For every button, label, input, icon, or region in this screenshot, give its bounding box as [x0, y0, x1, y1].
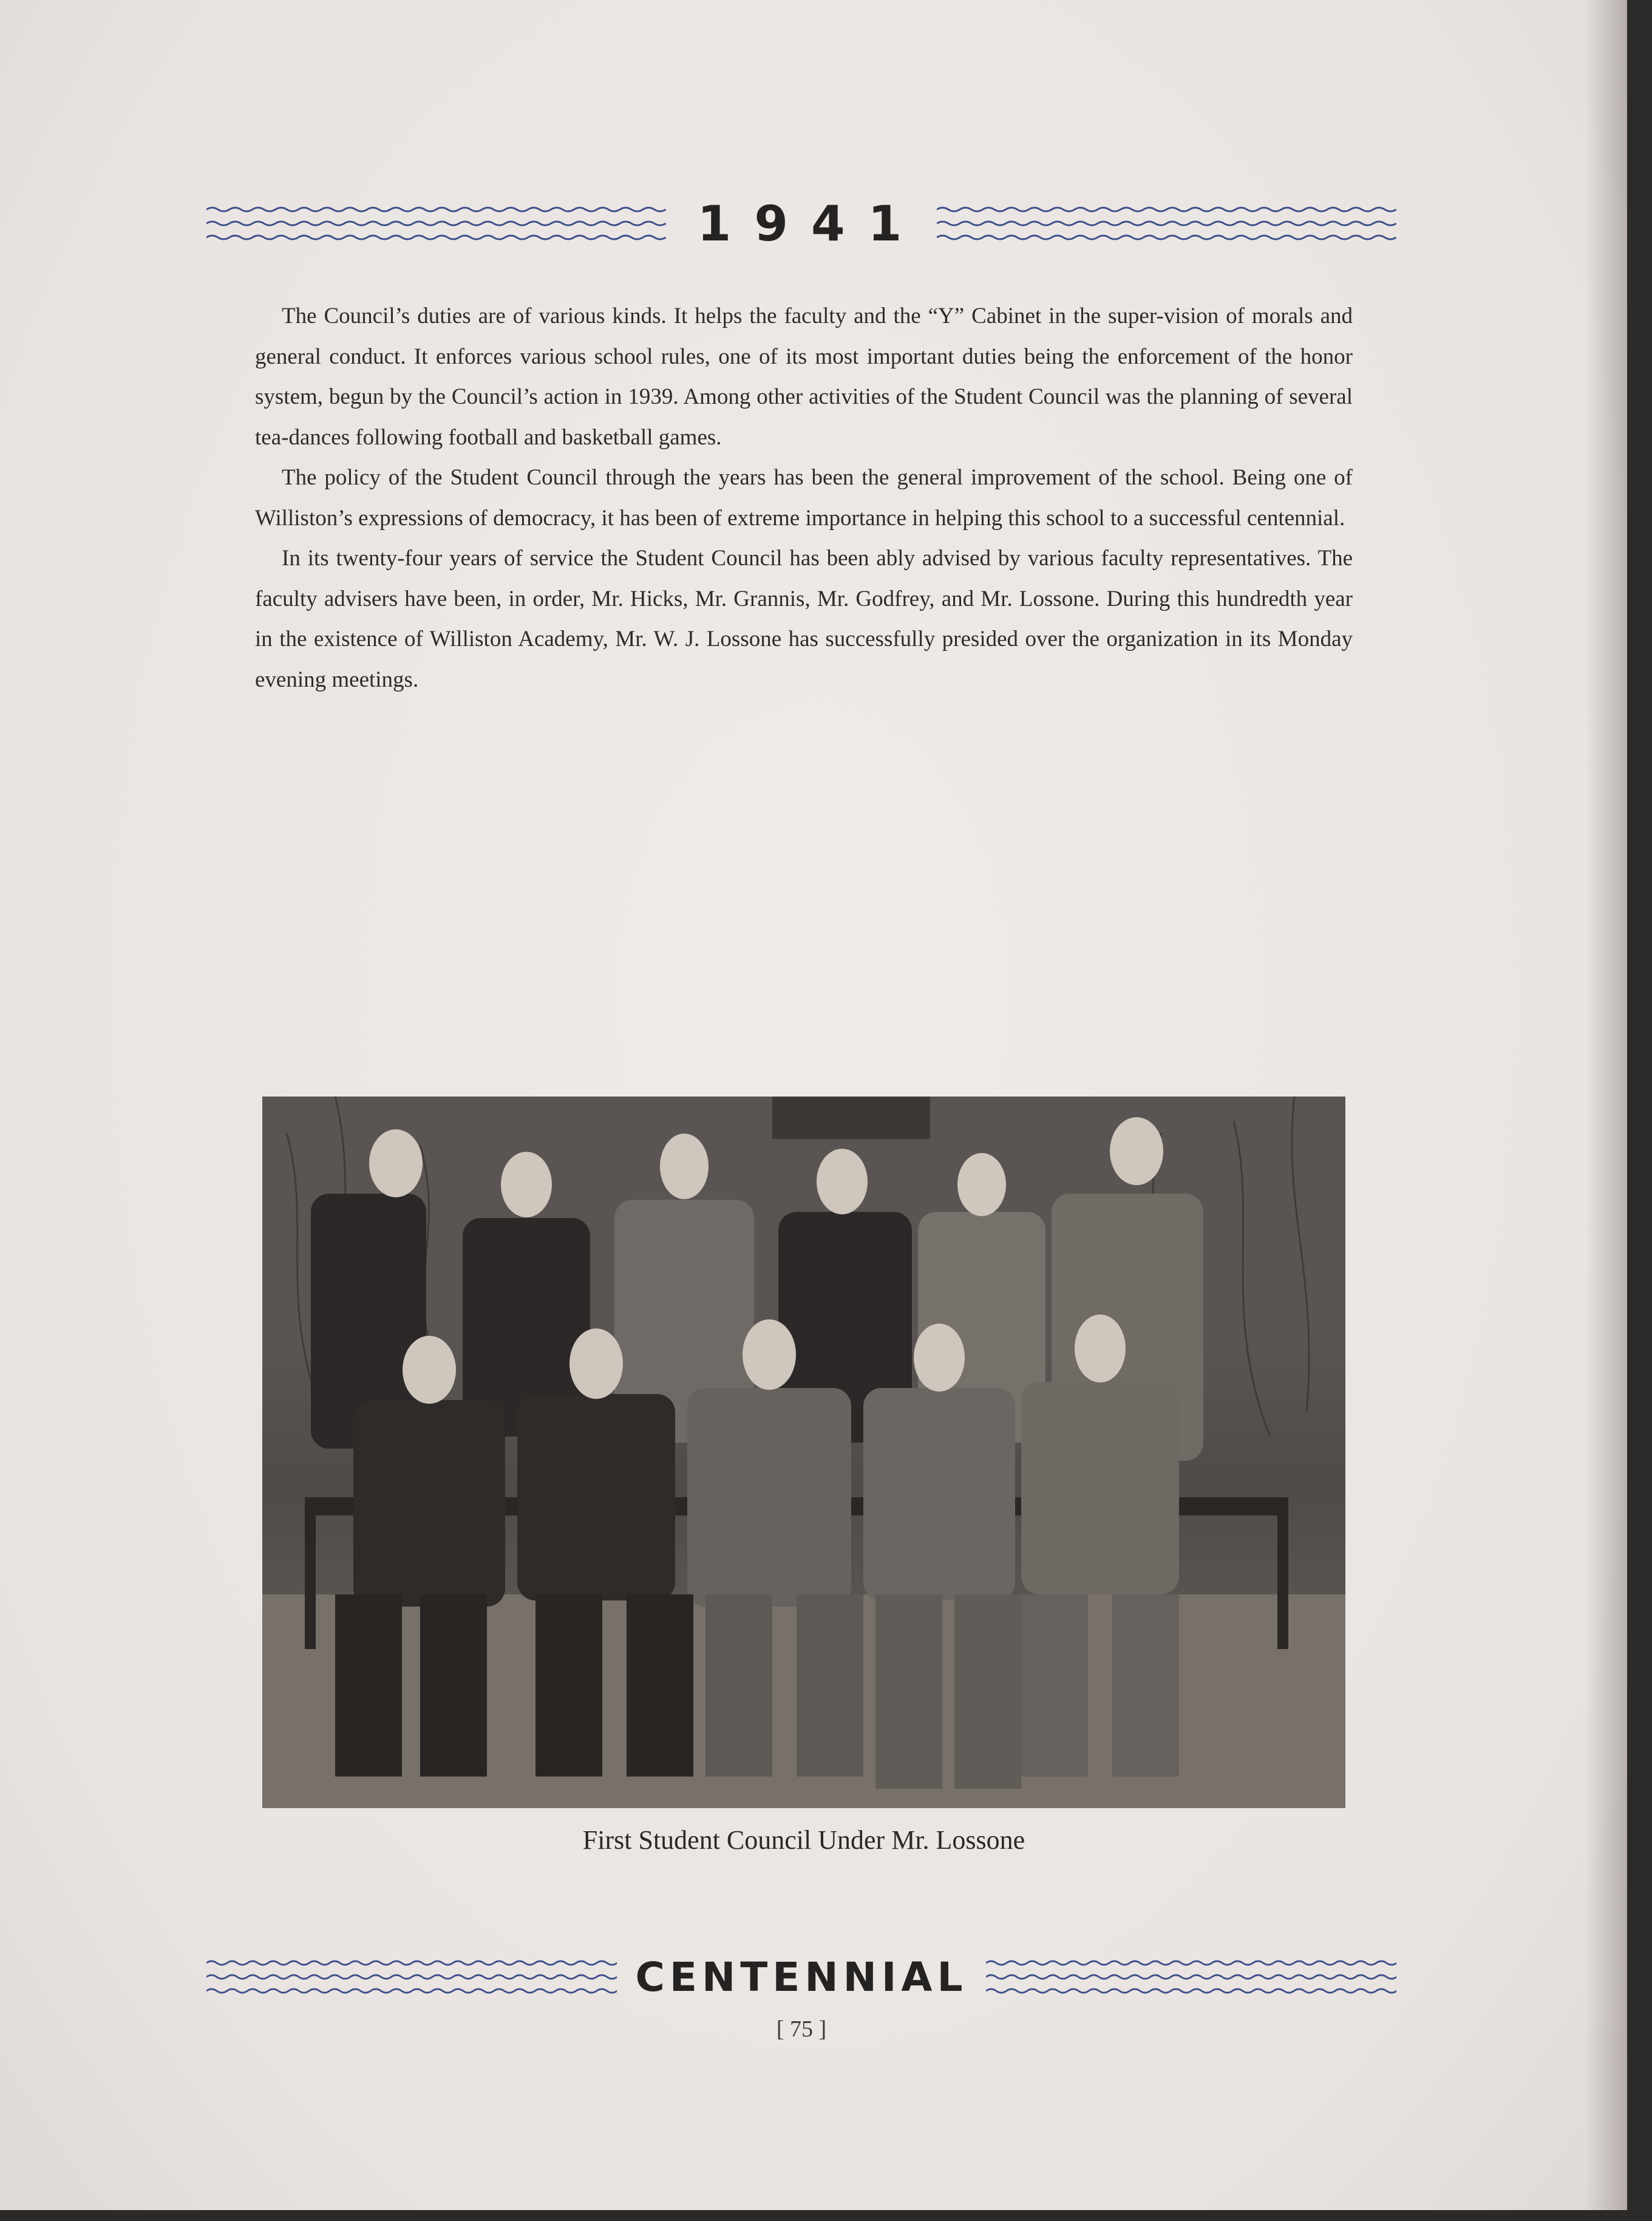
wave-line	[937, 208, 1396, 211]
wave-line	[206, 222, 666, 225]
wave-line	[206, 236, 666, 239]
group-photo	[262, 1097, 1345, 1808]
header-rule	[206, 193, 1396, 254]
wave-line	[206, 1989, 617, 1993]
group-photo-image	[262, 1097, 1345, 1808]
wave-line	[986, 1961, 1396, 1965]
wave-ornament-left	[206, 1956, 617, 1998]
wave-line	[937, 222, 1396, 225]
wave-ornament-right	[937, 202, 1396, 245]
paragraph-advisers: In its twenty-four years of service the Student Council has been ably advised by various faculty representatives. The faculty advisers have been, in order, Mr. Hicks, Mr. Grannis, Mr. Godfrey, and Mr. Lossone. During this hundredth year in the existence of Williston Academy, Mr. W. J. Lossone has successfully presided over the organization in its Monday evening meetings.	[255, 546, 1353, 692]
wave-line	[986, 1975, 1396, 1979]
article-text	[255, 296, 1353, 700]
page-number: [ 75 ]	[776, 2016, 827, 2042]
wave-line	[206, 208, 666, 211]
wave-lines	[937, 202, 1396, 245]
wave-ornament-right	[986, 1956, 1396, 1998]
spine-shadow	[1585, 0, 1627, 2210]
wave-line	[986, 1989, 1396, 1993]
page-title-year: 1941	[697, 195, 925, 252]
wave-lines	[206, 1956, 617, 1998]
footer-rule	[206, 1947, 1396, 2007]
paragraph-policy: The policy of the Student Council through the years has been the general improvement of the school. Being one of Williston’s expressions of democracy, it has been of extreme importance in helping this school to a successful centennial.	[255, 465, 1353, 531]
wave-ornament-left	[206, 202, 666, 245]
wave-line	[206, 1975, 617, 1979]
wave-lines	[986, 1956, 1396, 1998]
footer-title: CENTENNIAL	[635, 1953, 968, 2001]
photo-caption: First Student Council Under Mr. Lossone	[582, 1825, 1025, 1855]
wave-line	[206, 1961, 617, 1965]
paragraph-duties: The Council’s duties are of various kinds. It helps the faculty and the “Y” Cabinet in the super-vision of morals and general conduct. It enforces various school rules, one of its most important duties being the enforcement of the honor system, begun by the Council’s action in 1939. Among other activities of the Student Council was the planning of several tea-dances following football and basketball games.	[255, 304, 1353, 450]
wave-line	[937, 236, 1396, 239]
wave-lines	[206, 202, 666, 245]
